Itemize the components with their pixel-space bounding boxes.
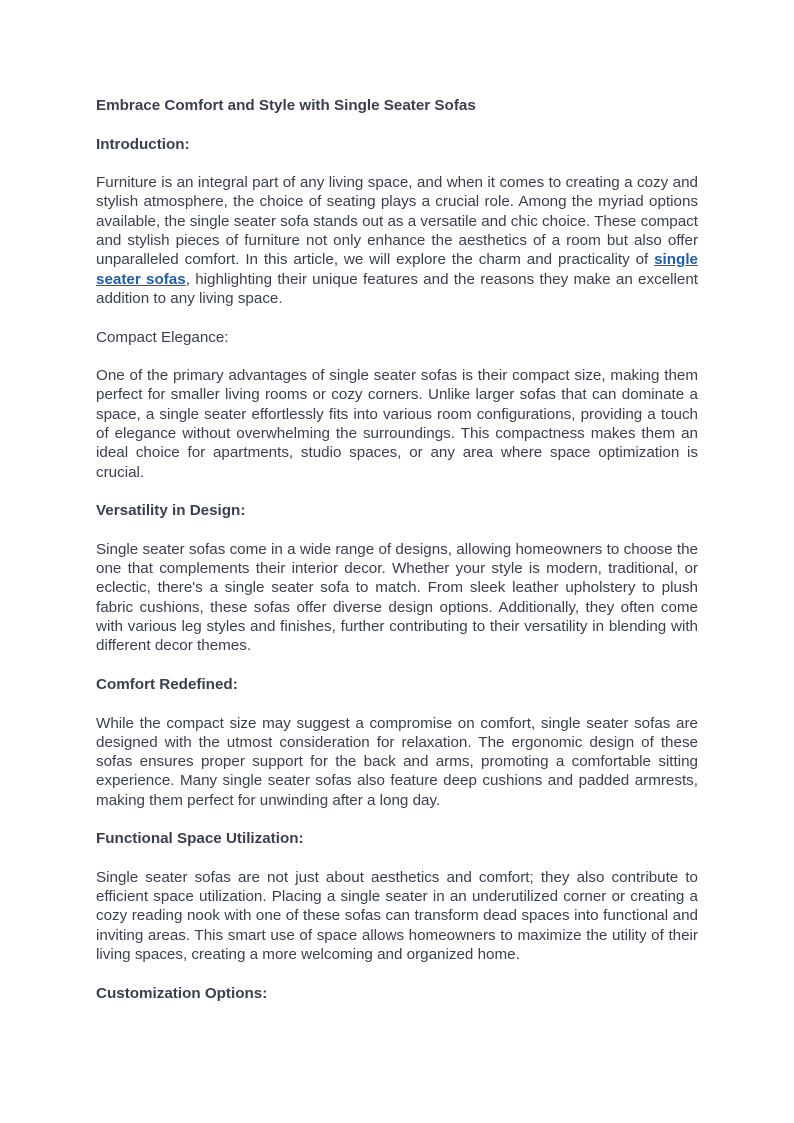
functional-space-paragraph: Single seater sofas are not just about aesthetics and comfort; they also contribute to efficient space utilization. Placing a single seater in an underutilized corner or creating a cozy reading nook with one of these sofas can transform dead spaces into functional and inviting areas. This smart use of space allows homeowners to maximize the utility of their living spaces, creating a more welcoming and organized home.: [96, 868, 698, 964]
introduction-paragraph: [96, 173, 698, 308]
comfort-paragraph: While the compact size may suggest a compromise on comfort, single seater sofas are designed with the utmost consideration for relaxation. The ergonomic design of these sofas ensures proper support for the back and arms, promoting a comfortable sitting experience. Many single seater sofas also feature deep cushions and padded armrests, making them perfect for unwinding after a long day.: [96, 714, 698, 809]
customization-heading: Customization Options:: [96, 984, 268, 1002]
document-title: Embrace Comfort and Style with Single Seater Sofas: [96, 97, 476, 114]
introduction-heading: Introduction:: [96, 135, 190, 153]
introduction-text-before-link: Furniture is an integral part of any living space, and when it comes to creating a cozy and stylish atmosphere, the choice of seating plays a crucial role. Among the myriad options available, the single seater sofa stands out as a versatile and chic choice. These compact and stylish pieces of furniture not only enhance the aesthetics of a room but also offer unparalleled comfort. In this article, we will explore the charm and practicality of: [96, 174, 698, 269]
compact-elegance-heading: Compact Elegance:: [96, 328, 229, 346]
introduction-text-after-link: , highlighting their unique features and the reasons they make an excellent addition to any living space.: [96, 270, 699, 307]
compact-elegance-paragraph: One of the primary advantages of single seater sofas is their compact size, making them perfect for smaller living rooms or cozy corners. Unlike larger sofas that can dominate a space, a single seater effortlessly fits into various room configurations, providing a touch of elegance without overwhelming the surroundings. This compactness makes them an ideal choice for apartments, studio spaces, or any area where space optimization is crucial.: [96, 367, 698, 481]
versatility-paragraph: Single seater sofas come in a wide range of designs, allowing homeowners to choose the one that complements their interior decor. Whether your style is modern, traditional, or eclectic, there's a single seater sofa to match. From sleek leather upholstery to plush fabric cushions, these sofas offer diverse design options. Additionally, they often come with various leg styles and finishes, further contributing to their versatility in blending with different decor themes.: [96, 540, 698, 655]
versatility-heading: Versatility in Design:: [96, 502, 246, 520]
comfort-heading: Comfort Redefined:: [96, 675, 238, 693]
single-seater-sofas-link[interactable]: single seater sofas: [96, 251, 698, 288]
functional-space-heading: Functional Space Utilization:: [96, 830, 304, 848]
document-page: [96, 96, 698, 1022]
